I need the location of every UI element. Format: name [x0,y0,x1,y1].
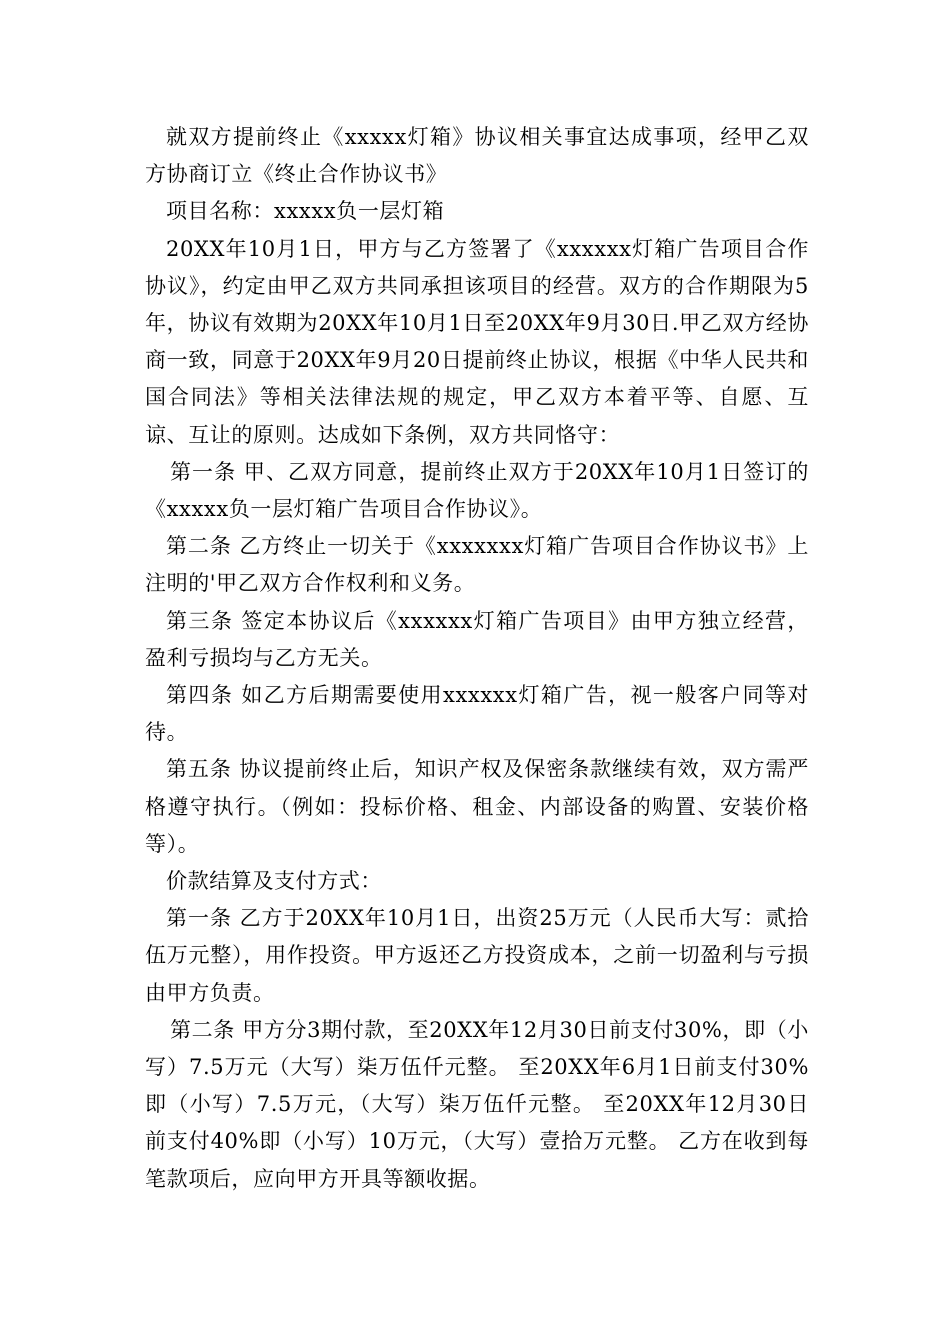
paragraph-payment-heading: 价款结算及支付方式： [166,869,382,894]
paragraph-article-5: 第五条 协议提前终止后，知识产权及保密条款继续有效，双方需严格遵守执行。（例如：投标价格、租金、内部设备的购置、安装价格等）。 [145,757,809,856]
paragraph-preamble: 就双方提前终止《xxxxx灯箱》协议相关事宜达成事项，经甲乙双方协商订立《终止合作协议书》 [145,125,809,187]
paragraph-article-2: 第二条 乙方终止一切关于《xxxxxxx灯箱广告项目合作协议书》上注明的'甲乙双方合作权利和义务。 [145,534,809,596]
paragraph-background: 20XX年10月1日，甲方与乙方签署了《xxxxxx灯箱广告项目合作协议》，约定由甲乙双方共同承担该项目的经营。双方的合作期限为5年，协议有效期为20XX年10月1日至20XX年9月30日.甲乙双方经协商一致，同意于20XX年9月20日提前终止协议，根据《中华人民共和国合同法》等相关法律法规的规定，甲乙双方本着平等、自愿、互谅、互让的原则。达成如下条例，双方共同恪守： [145,236,809,447]
paragraph-article-1: 第一条 甲、乙双方同意，提前终止双方于20XX年10月1日签订的《xxxxx负一层灯箱广告项目合作协议》。 [145,459,809,522]
paragraph-article-3: 第三条 签定本协议后《xxxxxx灯箱广告项目》由甲方独立经营，盈利亏损均与乙方无关。 [145,608,809,670]
paragraph-project-name: 项目名称：xxxxx负一层灯箱 [166,199,445,224]
paragraph-payment-article-1: 第一条 乙方于20XX年10月1日，出资25万元（人民币大写：贰拾伍万元整），用作投资。甲方返还乙方投资成本，之前一切盈利与亏损由甲方负责。 [145,906,809,1005]
document-body [145,119,809,1198]
paragraph-payment-article-2: 第二条 甲方分3期付款，至20XX年12月30日前支付30%，即（小写）7.5万元（大写）柒万伍仟元整。 至20XX年6月1日前支付30%即（小写）7.5万元，（大写）柒万伍仟元整。 至20XX年12月30日前支付40%即（小写）10万元，（大写）壹拾万元整。 乙方在收到每笔款项后，应向甲方开具等额收据。 [145,1017,809,1191]
paragraph-article-4: 第四条 如乙方后期需要使用xxxxxx灯箱广告，视一般客户同等对待。 [145,683,809,745]
